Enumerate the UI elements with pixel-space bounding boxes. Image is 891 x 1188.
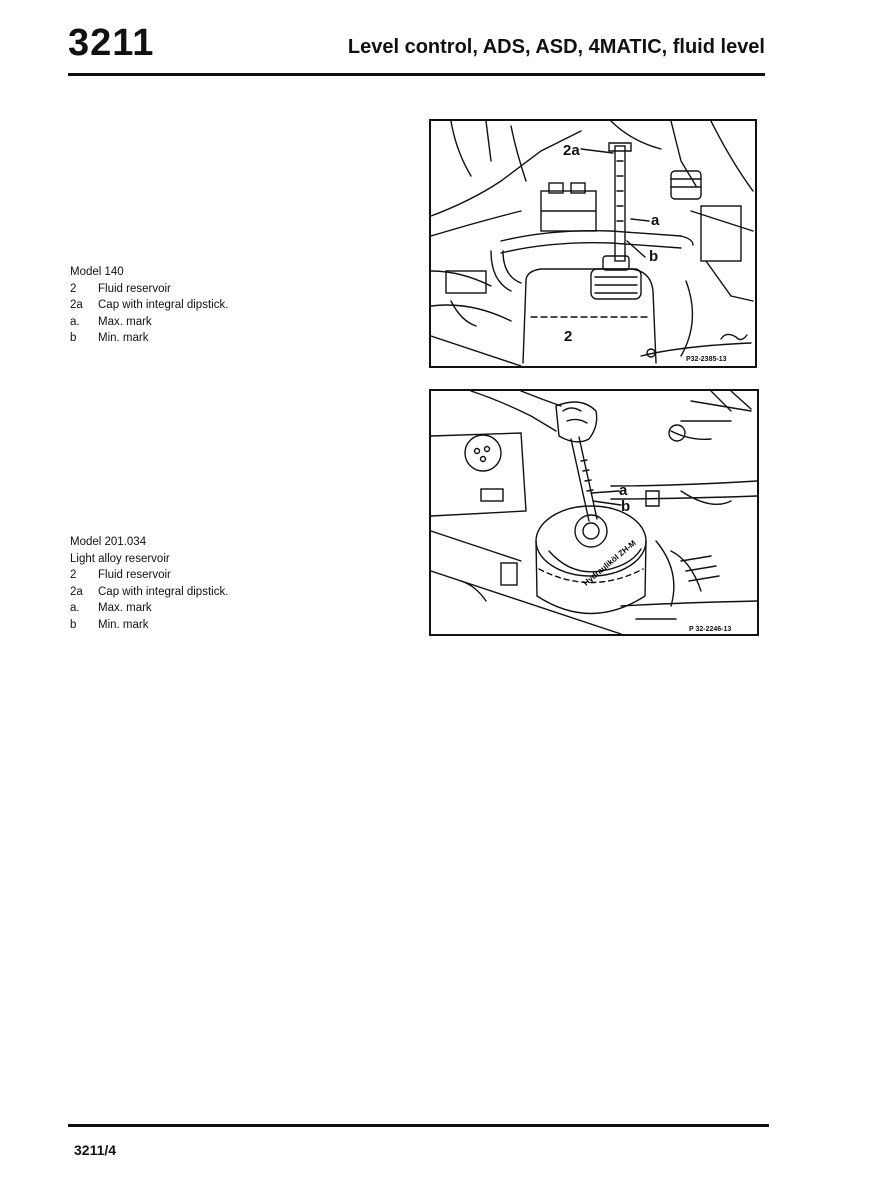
legend-text: Cap with integral dipstick. (98, 299, 229, 312)
legend-key: b (70, 332, 77, 345)
figure-model-140-illustration (429, 119, 757, 368)
legend-item (70, 567, 228, 584)
legend-text: Min. mark (98, 618, 149, 631)
figure-model-201-illustration (429, 389, 759, 636)
section-number: 3211 (68, 22, 155, 64)
legend-key: 2 (70, 569, 77, 582)
figure-reference: P32-2385-13 (686, 356, 727, 363)
legend-text: Cap with integral dipstick. (98, 585, 229, 598)
legend-text: Fluid reservoir (98, 282, 171, 295)
footer-rule (68, 1124, 769, 1127)
legend-key: a. (70, 315, 80, 328)
callout-2a: 2a (563, 142, 580, 159)
legend-text: Max. mark (98, 602, 152, 615)
callout-a: a (619, 482, 628, 499)
legend-item (70, 584, 228, 601)
legend-model (70, 264, 228, 281)
legend-item (70, 330, 228, 347)
legend-key: 2a (70, 299, 83, 312)
callout-2: 2 (564, 328, 573, 345)
header-rule (68, 73, 765, 76)
callout-a: a (651, 212, 660, 229)
legend-item (70, 314, 228, 331)
legend-item (70, 617, 228, 634)
legend-model (70, 534, 228, 551)
page-title: Level control, ADS, ASD, 4MATIC, fluid level (347, 36, 765, 58)
callout-b: b (649, 248, 659, 265)
cap-text: Hydrauliköl ZH-M (581, 538, 638, 588)
figure-1-legend (70, 264, 228, 347)
legend-item (70, 297, 228, 314)
page-number: 3211/4 (74, 1142, 117, 1158)
legend-item (70, 600, 228, 617)
legend-item (70, 281, 228, 298)
legend-text: Model 140 (70, 266, 124, 278)
legend-key: 2 (70, 282, 77, 295)
legend-key: b (70, 618, 77, 631)
legend-text: Fluid reservoir (98, 569, 171, 582)
figure-reference: P 32-2246-13 (689, 626, 732, 633)
legend-key: 2a (70, 585, 83, 598)
legend-text: Model 201.034 (70, 536, 147, 548)
legend-text: Min. mark (98, 332, 149, 345)
figure-2-legend (70, 534, 228, 634)
callout-b: b (621, 498, 631, 515)
legend-text: Max. mark (98, 315, 152, 328)
legend-text: Light alloy reservoir (70, 552, 170, 565)
legend-subtitle (70, 551, 228, 568)
legend-key: a. (70, 602, 80, 615)
